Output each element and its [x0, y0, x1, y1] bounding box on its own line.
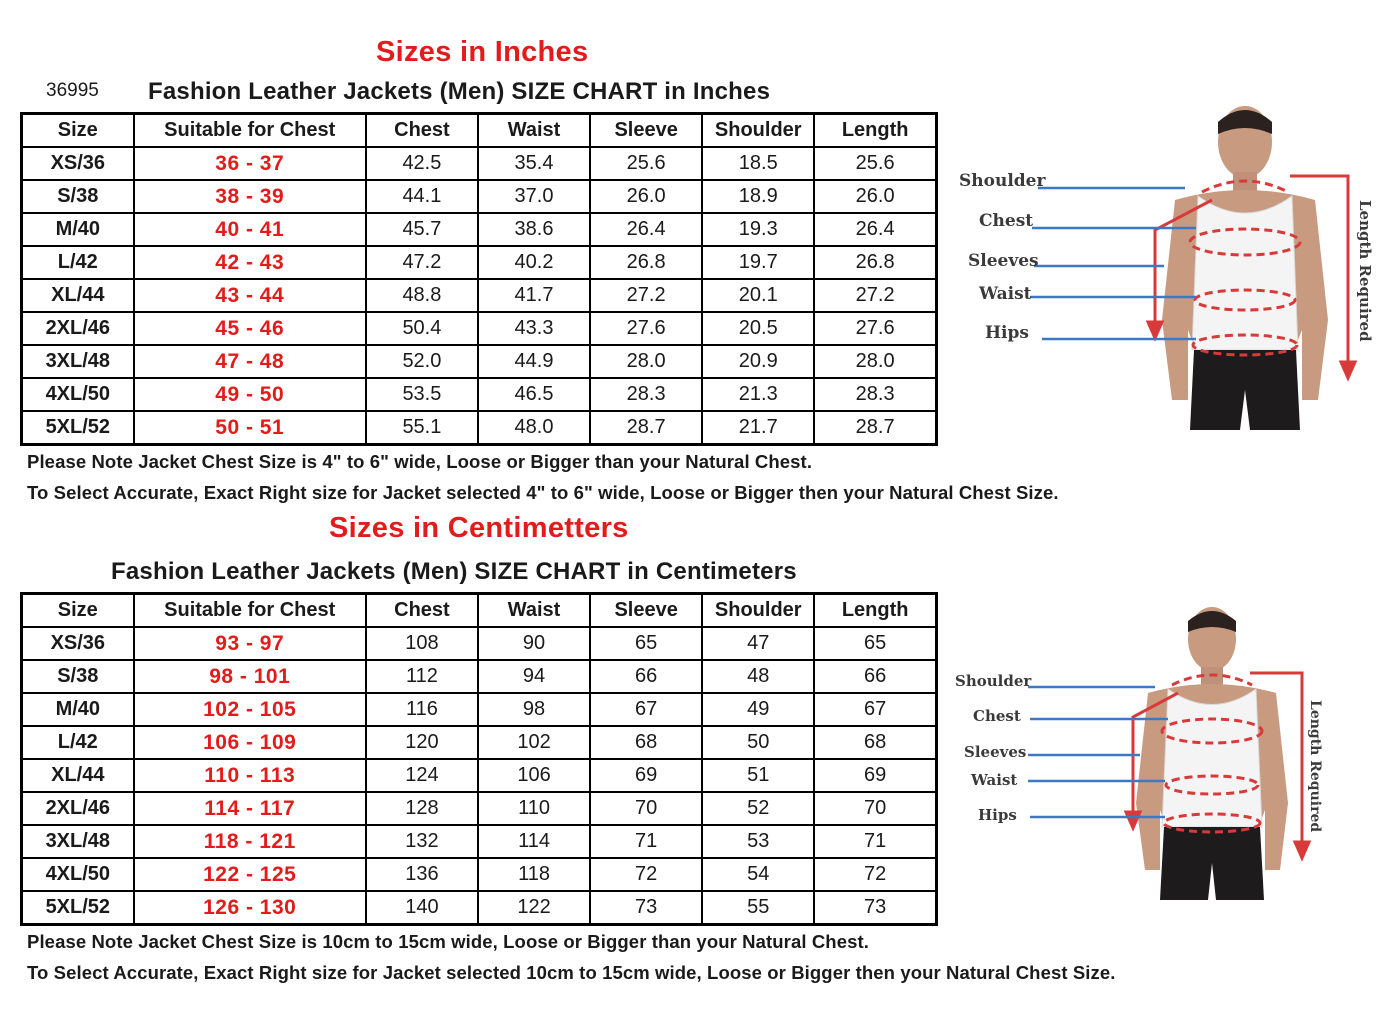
cm-cell-waist: 106 — [478, 759, 590, 792]
inches-cell-sleeve: 26.8 — [590, 246, 702, 279]
inches-cell-sleeve: 25.6 — [590, 147, 702, 180]
inches-cell-suitable-for-chest: 38 - 39 — [134, 180, 366, 213]
cm-cell-suitable-for-chest: 114 - 117 — [134, 792, 366, 825]
label-chest: Chest — [979, 211, 1034, 231]
inches-cell-suitable-for-chest: 50 - 51 — [134, 411, 366, 445]
inches-cell-chest: 47.2 — [366, 246, 478, 279]
inches-cell-size: XS/36 — [22, 147, 134, 180]
cm-cell-length: 72 — [814, 858, 936, 891]
cm-cell-length: 70 — [814, 792, 936, 825]
inches-cell-chest: 48.8 — [366, 279, 478, 312]
cm-header-suitable-for-chest: Suitable for Chest — [134, 594, 366, 628]
inches-cell-length: 26.8 — [814, 246, 936, 279]
cm-cell-sleeve: 71 — [590, 825, 702, 858]
cm-cell-sleeve: 69 — [590, 759, 702, 792]
cm-cell-chest: 140 — [366, 891, 478, 925]
cm-cell-size: L/42 — [22, 726, 134, 759]
cm-cell-waist: 94 — [478, 660, 590, 693]
inches-cell-size: M/40 — [22, 213, 134, 246]
inches-size-table — [20, 112, 938, 446]
cm-cell-chest: 112 — [366, 660, 478, 693]
label-shoulder-2: Shoulder — [955, 672, 1032, 690]
cm-cell-size: XS/36 — [22, 627, 134, 660]
inches-cell-length: 27.6 — [814, 312, 936, 345]
cm-cell-shoulder: 49 — [702, 693, 814, 726]
cm-cell-chest: 108 — [366, 627, 478, 660]
table-row — [22, 825, 937, 858]
cm-note-1: Please Note Jacket Chest Size is 10cm to 15cm wide, Loose or Bigger than your Natural Chest. — [27, 931, 869, 952]
cm-header-shoulder: Shoulder — [702, 594, 814, 628]
inches-header-suitable-for-chest: Suitable for Chest — [134, 114, 366, 148]
cm-cell-waist: 102 — [478, 726, 590, 759]
label-waist: Waist — [979, 284, 1032, 304]
label-length-required-2: Length Required — [1307, 700, 1323, 833]
inches-header-size: Size — [22, 114, 134, 148]
inches-cell-suitable-for-chest: 45 - 46 — [134, 312, 366, 345]
inches-cell-waist: 37.0 — [478, 180, 590, 213]
measurement-figure-top — [950, 100, 1380, 430]
inches-header-length: Length — [814, 114, 936, 148]
cm-cell-chest: 120 — [366, 726, 478, 759]
inches-cell-shoulder: 21.7 — [702, 411, 814, 445]
inches-cell-shoulder: 20.9 — [702, 345, 814, 378]
inches-cell-shoulder: 18.5 — [702, 147, 814, 180]
table-row — [22, 180, 937, 213]
cm-cell-waist: 110 — [478, 792, 590, 825]
cm-cell-length: 73 — [814, 891, 936, 925]
cm-cell-size: M/40 — [22, 693, 134, 726]
table-row — [22, 213, 937, 246]
inches-cell-length: 25.6 — [814, 147, 936, 180]
inches-cell-sleeve: 26.4 — [590, 213, 702, 246]
table-row — [22, 378, 937, 411]
cm-cell-waist: 98 — [478, 693, 590, 726]
inches-header-row — [22, 114, 937, 148]
inches-cell-suitable-for-chest: 42 - 43 — [134, 246, 366, 279]
label-hips: Hips — [985, 323, 1029, 343]
inches-cell-chest: 42.5 — [366, 147, 478, 180]
cm-cell-chest: 116 — [366, 693, 478, 726]
table-row — [22, 147, 937, 180]
inches-cell-waist: 44.9 — [478, 345, 590, 378]
inches-cell-chest: 44.1 — [366, 180, 478, 213]
inches-cell-shoulder: 21.3 — [702, 378, 814, 411]
cm-cell-length: 67 — [814, 693, 936, 726]
cm-cell-sleeve: 67 — [590, 693, 702, 726]
inches-cell-length: 26.4 — [814, 213, 936, 246]
label-length-required: Length Required — [1356, 200, 1374, 342]
inches-cell-size: L/42 — [22, 246, 134, 279]
cm-header-size: Size — [22, 594, 134, 628]
cm-cell-chest: 136 — [366, 858, 478, 891]
table-row — [22, 246, 937, 279]
product-code: 36995 — [46, 80, 99, 101]
cm-cell-shoulder: 53 — [702, 825, 814, 858]
inches-cell-length: 28.3 — [814, 378, 936, 411]
label-waist-2: Waist — [971, 771, 1018, 789]
cm-cell-sleeve: 72 — [590, 858, 702, 891]
inches-cell-waist: 35.4 — [478, 147, 590, 180]
cm-cell-shoulder: 52 — [702, 792, 814, 825]
cm-cell-length: 68 — [814, 726, 936, 759]
inches-cell-shoulder: 19.7 — [702, 246, 814, 279]
inches-cell-chest: 55.1 — [366, 411, 478, 445]
inches-cell-chest: 50.4 — [366, 312, 478, 345]
table-row — [22, 627, 937, 660]
inches-cell-sleeve: 27.2 — [590, 279, 702, 312]
table-row — [22, 660, 937, 693]
cm-cell-chest: 128 — [366, 792, 478, 825]
label-sleeves-2: Sleeves — [964, 743, 1027, 761]
cm-cell-sleeve: 65 — [590, 627, 702, 660]
cm-cell-length: 71 — [814, 825, 936, 858]
label-chest-2: Chest — [973, 707, 1021, 725]
table-row — [22, 279, 937, 312]
table-row — [22, 693, 937, 726]
table-row — [22, 726, 937, 759]
inches-cell-waist: 43.3 — [478, 312, 590, 345]
cm-cell-sleeve: 68 — [590, 726, 702, 759]
inches-cell-size: 4XL/50 — [22, 378, 134, 411]
table-row — [22, 759, 937, 792]
inches-cell-chest: 45.7 — [366, 213, 478, 246]
inches-cell-suitable-for-chest: 47 - 48 — [134, 345, 366, 378]
cm-header-chest: Chest — [366, 594, 478, 628]
measurement-figure-bottom — [950, 605, 1380, 905]
inches-cell-waist: 41.7 — [478, 279, 590, 312]
cm-cell-size: 5XL/52 — [22, 891, 134, 925]
cm-chart-title: Fashion Leather Jackets (Men) SIZE CHART in Centimeters — [111, 558, 797, 585]
inches-cell-length: 26.0 — [814, 180, 936, 213]
cm-cell-size: 3XL/48 — [22, 825, 134, 858]
cm-cell-suitable-for-chest: 93 - 97 — [134, 627, 366, 660]
cm-cell-waist: 122 — [478, 891, 590, 925]
inches-header-chest: Chest — [366, 114, 478, 148]
cm-cell-shoulder: 47 — [702, 627, 814, 660]
table-row — [22, 891, 937, 925]
label-shoulder: Shoulder — [959, 171, 1046, 191]
cm-cell-size: XL/44 — [22, 759, 134, 792]
cm-cell-size: 2XL/46 — [22, 792, 134, 825]
inches-cell-waist: 40.2 — [478, 246, 590, 279]
table-row — [22, 411, 937, 445]
cm-size-table — [20, 592, 938, 926]
inches-cell-length: 28.7 — [814, 411, 936, 445]
inches-note-1: Please Note Jacket Chest Size is 4" to 6" wide, Loose or Bigger than your Natural Chest. — [27, 451, 813, 472]
inches-cell-size: 2XL/46 — [22, 312, 134, 345]
model-silhouette-2 — [1136, 607, 1288, 900]
label-sleeves: Sleeves — [968, 251, 1039, 271]
cm-cell-shoulder: 48 — [702, 660, 814, 693]
cm-cell-shoulder: 55 — [702, 891, 814, 925]
cm-cell-waist: 118 — [478, 858, 590, 891]
cm-cell-shoulder: 51 — [702, 759, 814, 792]
cm-note-2: To Select Accurate, Exact Right size for Jacket selected 10cm to 15cm wide, Loose or Bigger then your Natural Chest Size. — [27, 962, 1116, 983]
inches-cell-suitable-for-chest: 40 - 41 — [134, 213, 366, 246]
inches-chart-title: Fashion Leather Jackets (Men) SIZE CHART in Inches — [148, 78, 771, 105]
cm-cell-suitable-for-chest: 106 - 109 — [134, 726, 366, 759]
cm-cell-suitable-for-chest: 102 - 105 — [134, 693, 366, 726]
inches-header-waist: Waist — [478, 114, 590, 148]
table-row — [22, 312, 937, 345]
cm-section-title: Sizes in Centimetters — [329, 512, 629, 544]
table-row — [22, 345, 937, 378]
cm-cell-shoulder: 54 — [702, 858, 814, 891]
cm-cell-sleeve: 66 — [590, 660, 702, 693]
cm-cell-size: S/38 — [22, 660, 134, 693]
table-row — [22, 792, 937, 825]
cm-cell-waist: 90 — [478, 627, 590, 660]
inches-cell-size: XL/44 — [22, 279, 134, 312]
cm-cell-length: 69 — [814, 759, 936, 792]
model-silhouette — [1162, 106, 1328, 430]
inches-cell-chest: 52.0 — [366, 345, 478, 378]
inches-section-title: Sizes in Inches — [376, 36, 589, 68]
cm-cell-suitable-for-chest: 110 - 113 — [134, 759, 366, 792]
cm-cell-suitable-for-chest: 98 - 101 — [134, 660, 366, 693]
cm-header-waist: Waist — [478, 594, 590, 628]
cm-cell-length: 65 — [814, 627, 936, 660]
inches-cell-waist: 48.0 — [478, 411, 590, 445]
inches-cell-suitable-for-chest: 49 - 50 — [134, 378, 366, 411]
table-row — [22, 858, 937, 891]
cm-cell-sleeve: 73 — [590, 891, 702, 925]
inches-cell-sleeve: 28.3 — [590, 378, 702, 411]
inches-cell-waist: 46.5 — [478, 378, 590, 411]
inches-header-sleeve: Sleeve — [590, 114, 702, 148]
inches-cell-sleeve: 27.6 — [590, 312, 702, 345]
inches-cell-length: 27.2 — [814, 279, 936, 312]
inches-cell-sleeve: 26.0 — [590, 180, 702, 213]
inches-cell-shoulder: 20.5 — [702, 312, 814, 345]
inches-cell-size: 5XL/52 — [22, 411, 134, 445]
cm-cell-length: 66 — [814, 660, 936, 693]
cm-cell-size: 4XL/50 — [22, 858, 134, 891]
inches-cell-sleeve: 28.7 — [590, 411, 702, 445]
man-figure-illustration-2 — [950, 605, 1380, 905]
inches-cell-length: 28.0 — [814, 345, 936, 378]
cm-cell-suitable-for-chest: 122 - 125 — [134, 858, 366, 891]
inches-cell-sleeve: 28.0 — [590, 345, 702, 378]
cm-cell-waist: 114 — [478, 825, 590, 858]
inches-cell-shoulder: 20.1 — [702, 279, 814, 312]
inches-cell-shoulder: 18.9 — [702, 180, 814, 213]
cm-cell-chest: 132 — [366, 825, 478, 858]
cm-cell-chest: 124 — [366, 759, 478, 792]
inches-cell-size: S/38 — [22, 180, 134, 213]
inches-cell-shoulder: 19.3 — [702, 213, 814, 246]
inches-cell-waist: 38.6 — [478, 213, 590, 246]
cm-header-row — [22, 594, 937, 628]
inches-cell-suitable-for-chest: 43 - 44 — [134, 279, 366, 312]
cm-header-length: Length — [814, 594, 936, 628]
inches-note-2: To Select Accurate, Exact Right size for Jacket selected 4" to 6" wide, Loose or Bigger then your Natural Chest Size. — [27, 482, 1059, 503]
inches-cell-suitable-for-chest: 36 - 37 — [134, 147, 366, 180]
label-hips-2: Hips — [978, 806, 1017, 824]
cm-cell-suitable-for-chest: 118 - 121 — [134, 825, 366, 858]
inches-cell-chest: 53.5 — [366, 378, 478, 411]
inches-cell-size: 3XL/48 — [22, 345, 134, 378]
cm-cell-shoulder: 50 — [702, 726, 814, 759]
cm-header-sleeve: Sleeve — [590, 594, 702, 628]
man-figure-illustration — [950, 100, 1380, 430]
cm-cell-suitable-for-chest: 126 - 130 — [134, 891, 366, 925]
inches-header-shoulder: Shoulder — [702, 114, 814, 148]
cm-cell-sleeve: 70 — [590, 792, 702, 825]
